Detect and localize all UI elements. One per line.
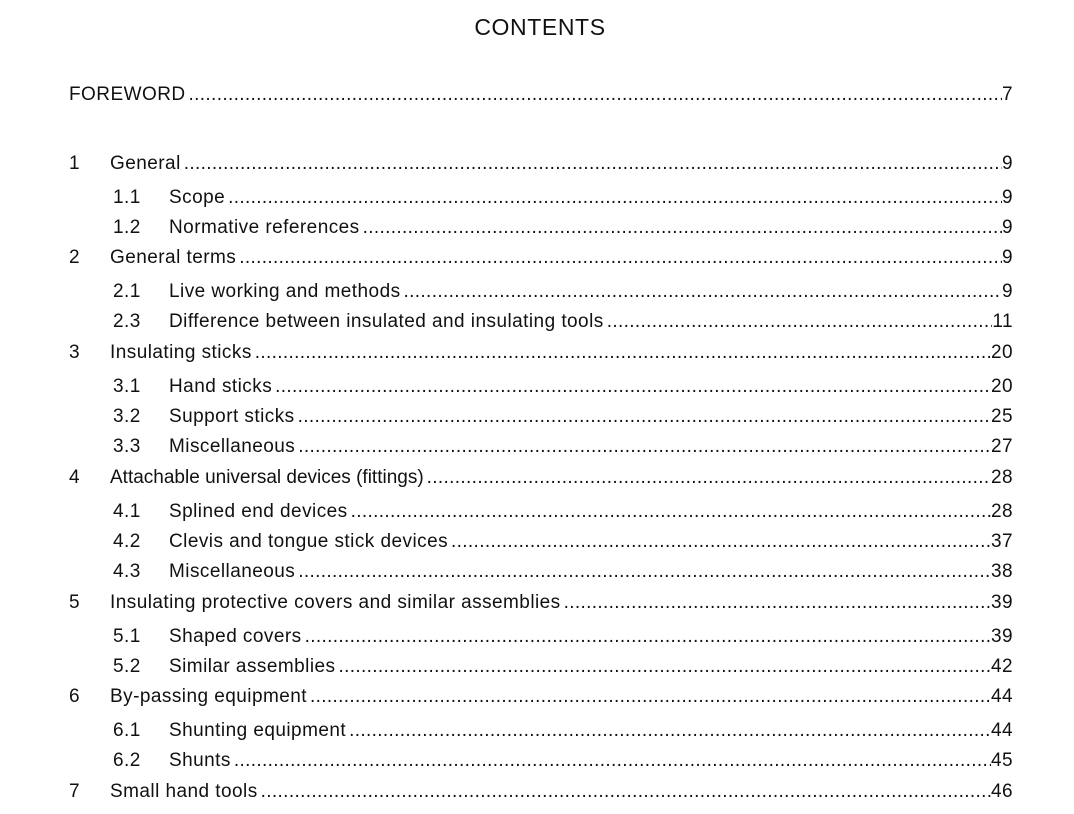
toc-entry-title: Scope (169, 187, 226, 208)
toc-entry-page: 27 (990, 436, 1013, 457)
toc-leader-dots (424, 465, 991, 491)
toc-entry-page: 28 (990, 501, 1013, 522)
toc-entry-number: 7 (69, 781, 81, 802)
toc-entry-number: 1.1 (113, 187, 141, 208)
toc-entry-number: 4.3 (113, 561, 141, 582)
toc-entry-3-3[interactable] (113, 434, 1013, 460)
toc-entry-title: Clevis and tongue stick devices (169, 531, 449, 552)
toc-entry-6-2[interactable] (113, 748, 1013, 774)
toc-entry-title: General (110, 153, 181, 174)
toc-entry-title: Similar assemblies (169, 656, 336, 677)
toc-entry-number: 3.2 (113, 406, 141, 427)
toc-entry-title: General terms (110, 247, 237, 268)
toc-leader-dots (401, 279, 1002, 305)
toc-leader-dots (295, 434, 991, 460)
toc-entry-title: Shunting equipment (169, 720, 347, 741)
toc-entry-7[interactable] (69, 779, 1013, 805)
toc-leader-dots (335, 654, 990, 680)
toc-entry-title: Miscellaneous (169, 436, 296, 457)
toc-entry-title: Difference between insulated and insulating tools (169, 311, 604, 332)
toc-leader-dots (561, 590, 991, 616)
toc-entry-number: 5 (69, 592, 81, 613)
toc-entry-title: Support sticks (169, 406, 295, 427)
toc-entry-number: 3.3 (113, 436, 141, 457)
toc-entry-number: 3 (69, 342, 81, 363)
toc-entry-5-2[interactable] (113, 654, 1013, 680)
toc-leader-dots (295, 404, 991, 430)
toc-entry-5[interactable] (69, 590, 1013, 616)
toc-entry-2-1[interactable] (113, 279, 1013, 305)
toc-leader-dots (604, 309, 993, 335)
toc-entry-page: 39 (990, 592, 1013, 613)
toc-leader-dots (346, 718, 991, 744)
toc-entry-number: 5.1 (113, 626, 141, 647)
toc-entry-page: 37 (990, 531, 1013, 552)
page-title: CONTENTS (474, 14, 606, 40)
toc-entry-title: Insulating sticks (110, 342, 252, 363)
toc-entry-title: Live working and methods (169, 281, 401, 302)
toc-entry-page: 9 (1001, 281, 1013, 302)
toc-entry-page: 9 (1001, 247, 1013, 268)
toc-entry-number: 2.1 (113, 281, 141, 302)
toc-entry-number: 1.2 (113, 217, 141, 238)
toc-entry-number: 4.1 (113, 501, 141, 522)
toc-leader-dots (272, 374, 991, 400)
toc-leader-dots (231, 748, 991, 774)
toc-entry-page: 9 (1001, 187, 1013, 208)
toc-entry-number: 3.1 (113, 376, 141, 397)
toc-entry-page: 42 (990, 656, 1013, 677)
toc-entry-4-2[interactable] (113, 529, 1013, 555)
toc-entry-3-1[interactable] (113, 374, 1013, 400)
toc-leader-dots (360, 215, 1002, 241)
toc-entry-number: 2 (69, 247, 81, 268)
toc-leader-dots (448, 529, 991, 555)
toc-leader-dots (258, 779, 991, 805)
toc-entry-number: 6 (69, 686, 81, 707)
toc-entry-number: 6.2 (113, 750, 141, 771)
toc-entry-6[interactable] (69, 684, 1013, 710)
toc-entry-page: 11 (992, 311, 1013, 332)
toc-entry-4-3[interactable] (113, 559, 1013, 585)
toc-entry-title: Normative references (169, 217, 360, 238)
toc-entry-number: 1 (69, 153, 81, 174)
toc-entry-4-1[interactable] (113, 499, 1013, 525)
toc-entry-page: 39 (990, 626, 1013, 647)
toc-leader-dots (186, 82, 1002, 108)
toc-entry-title: FOREWORD (69, 84, 186, 105)
toc-leader-dots (348, 499, 991, 525)
toc-entry-page: 20 (990, 376, 1013, 397)
toc-entry-1[interactable] (69, 151, 1013, 177)
toc-entry-title: Insulating protective covers and similar assemblies (110, 592, 561, 613)
toc-entry-page: 9 (1001, 153, 1013, 174)
toc-entry-page: 38 (990, 561, 1013, 582)
toc-leader-dots (307, 684, 991, 710)
toc-leader-dots (181, 151, 1002, 177)
toc-entry-number: 4.2 (113, 531, 141, 552)
toc-entry-page: 9 (1001, 217, 1013, 238)
toc-entry-title: Shaped covers (169, 626, 302, 647)
toc-entry-title: By-passing equipment (110, 686, 307, 707)
toc-entry-page: 44 (990, 686, 1013, 707)
toc-entry-number: 4 (69, 467, 81, 488)
toc-entry-3[interactable] (69, 340, 1013, 366)
toc-entry-title: Small hand tools (110, 781, 258, 802)
toc-entry-number: 5.2 (113, 656, 141, 677)
toc-entry-number: 2.3 (113, 311, 141, 332)
toc-entry-page: 45 (990, 750, 1013, 771)
toc-entry-2[interactable] (69, 245, 1013, 271)
toc-entry-page: 44 (990, 720, 1013, 741)
toc-entry-title: Splined end devices (169, 501, 348, 522)
toc-entry-title: Shunts (169, 750, 231, 771)
toc-entry-1-2[interactable] (113, 215, 1013, 241)
toc-entry-title: Attachable universal devices (fittings) (110, 467, 424, 488)
toc-entry-5-1[interactable] (113, 624, 1013, 650)
toc-entry-6-1[interactable] (113, 718, 1013, 744)
toc-entry-3-2[interactable] (113, 404, 1013, 430)
toc-entry-foreword[interactable] (69, 82, 1013, 108)
toc-entry-title: Miscellaneous (169, 561, 296, 582)
toc-entry-number: 6.1 (113, 720, 141, 741)
toc-entry-page: 28 (990, 467, 1013, 488)
toc-leader-dots (252, 340, 991, 366)
toc-leader-dots (225, 185, 1002, 211)
toc-leader-dots (295, 559, 991, 585)
toc-entry-4[interactable] (69, 465, 1013, 491)
toc-entry-2-3[interactable] (113, 309, 1013, 335)
toc-leader-dots (236, 245, 1002, 271)
toc-entry-page: 7 (1001, 84, 1013, 105)
toc-entry-page: 25 (990, 406, 1013, 427)
toc-leader-dots (302, 624, 991, 650)
toc-entry-page: 20 (990, 342, 1013, 363)
toc-entry-title: Hand sticks (169, 376, 273, 397)
toc-entry-page: 46 (990, 781, 1013, 802)
toc-entry-1-1[interactable] (113, 185, 1013, 211)
